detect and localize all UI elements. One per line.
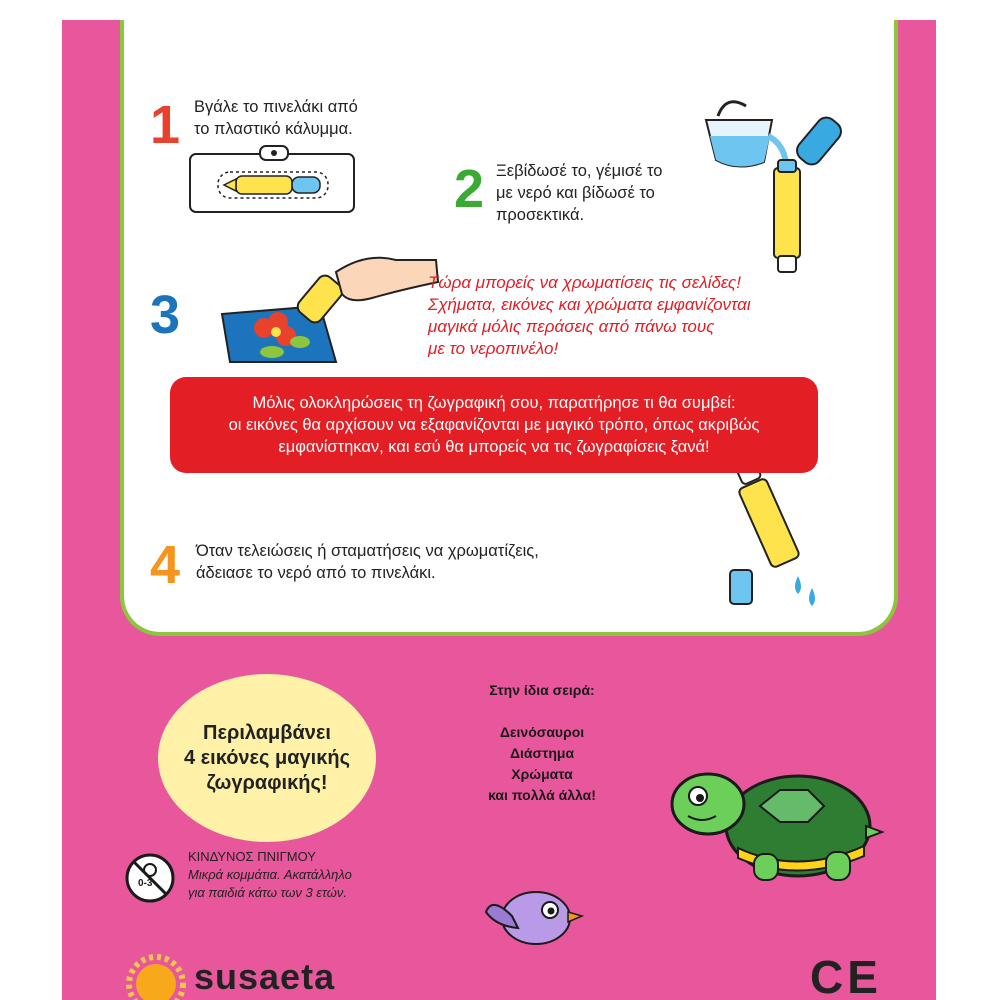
step-2-line-1: Ξεβίδωσέ το, γέμισέ το (496, 162, 663, 180)
series-item: Δεινόσαυροι (499, 724, 585, 740)
banner-line-1: Μόλις ολοκληρώσεις τη ζωγραφική σου, παρατήρησε τι θα συμβεί: (252, 394, 736, 412)
same-series-list (422, 680, 662, 806)
brush-in-package-illustration (188, 146, 358, 216)
step-1-number: 1 (150, 95, 181, 155)
warning-line-1: Μικρά κομμάτια. Ακατάλληλο (188, 867, 352, 882)
step-4-text (196, 540, 539, 584)
instructions-card (120, 20, 898, 636)
bubble-line-2: 4 εικόνες μαγικής (184, 746, 350, 769)
bubble-line-1: Περιλαμβάνει (203, 721, 331, 744)
step-3-line-3: μαγικά μόλις περάσεις από πάνω τους (428, 317, 715, 336)
step-3-line-2: Σχήματα, εικόνες και χρώματα εμφανίζονται (428, 295, 751, 314)
empty-brush-illustration (714, 460, 854, 610)
step-3-line-4: με το νεροπινέλο! (428, 339, 559, 358)
turtle-illustration (668, 756, 888, 886)
series-heading: Στην ίδια σειρά: (489, 682, 595, 698)
banner-line-3: εμφανίστηκαν, και εσύ θα μπορείς να τις ζωγραφίσεις ξανά! (278, 438, 710, 456)
step-2-line-3: προσεκτικά. (496, 206, 585, 224)
publisher-logo (122, 950, 372, 1000)
step-3-number: 3 (150, 285, 181, 345)
ce-mark: CE (810, 951, 882, 1000)
warning-line-2: για παιδιά κάτω των 3 ετών. (188, 885, 347, 900)
choking-hazard-warning (124, 844, 424, 914)
bird-illustration (482, 876, 592, 956)
series-item: και πολλά άλλα! (488, 787, 596, 803)
series-item: Διάστημα (509, 745, 575, 761)
step-3-text (428, 272, 751, 360)
warning-text (188, 848, 352, 902)
painting-with-brush-illustration (216, 246, 456, 366)
series-item: Χρώματα (511, 766, 573, 782)
fill-brush-with-water-illustration (698, 80, 858, 280)
step-2-line-2: με νερό και βίδωσέ το (496, 184, 655, 202)
step-1-text (194, 96, 358, 140)
step-4-number: 4 (150, 535, 181, 595)
step-3-line-1: Τώρα μπορείς να χρωματίσεις τις σελίδες! (428, 273, 741, 292)
brand-name: susaeta (194, 956, 336, 997)
bubble-line-3: ζωγραφικής! (206, 771, 328, 794)
step-4-line-1: Όταν τελειώσεις ή σταματήσεις να χρωματίζεις, (196, 542, 539, 560)
step-1-line-2: το πλαστικό κάλυμμα. (194, 120, 353, 138)
step-2-text (496, 160, 662, 226)
step-2-number: 2 (454, 159, 485, 219)
step-1-line-1: Βγάλε το πινελάκι από (194, 98, 358, 116)
includes-pictures-bubble (158, 674, 376, 842)
step-4-line-2: άδειασε το νερό από το πινελάκι. (196, 564, 436, 582)
disappearing-pictures-banner (170, 377, 818, 473)
sun-logo-icon (122, 950, 192, 1000)
banner-line-2: οι εικόνες θα αρχίσουν να εξαφανίζονται με μαγικό τρόπο, όπως ακριβώς (228, 416, 760, 434)
warning-title: ΚΙΝΔΥΝΟΣ ΠΝΙΓΜΟΥ (188, 849, 316, 864)
pink-back-cover (62, 20, 936, 1000)
age-badge: 0-3 (138, 878, 153, 889)
